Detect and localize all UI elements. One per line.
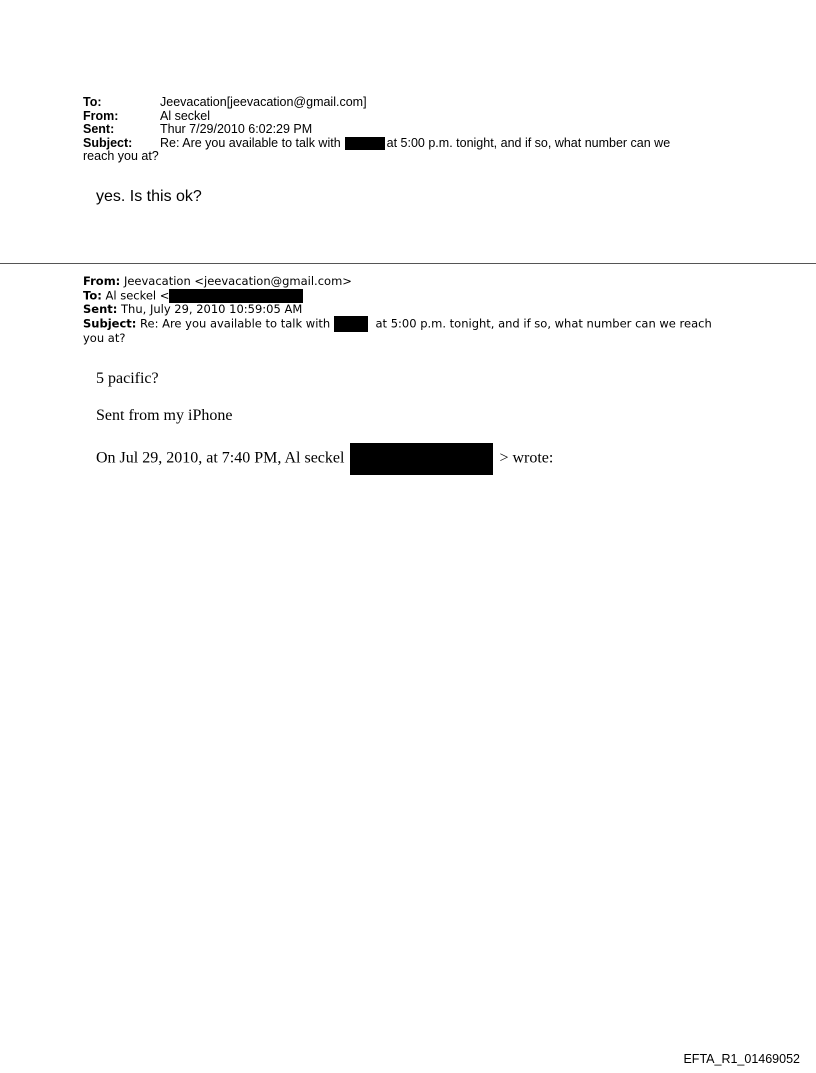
from-row	[83, 110, 733, 124]
redaction-box	[334, 316, 368, 332]
subject-label: Subject:	[83, 135, 133, 150]
from-value: Al seckel	[160, 108, 211, 123]
quoted-to-label: To:	[83, 288, 102, 302]
sent-row	[83, 123, 733, 137]
quoted-subject-text-a: Re: Are you available to talk with	[140, 316, 331, 331]
subject-text-b: at 5:00 p.m. tonight, and if so, what number can we	[386, 135, 671, 150]
document-id: EFTA_R1_01469052	[683, 1052, 800, 1066]
redaction-box	[345, 137, 385, 150]
quoted-subject-text-b: at 5:00 p.m. tonight, and if so, what number can we reach	[375, 316, 712, 331]
sent-label: Sent:	[83, 122, 115, 136]
subject-text-a: Re: Are you available to talk with	[160, 135, 341, 150]
quoted-from-row	[83, 275, 733, 289]
email-header	[83, 96, 733, 164]
from-label: From:	[83, 108, 119, 123]
attribution-text-b: > wrote:	[499, 449, 554, 467]
subject-row	[83, 137, 733, 151]
quoted-subject-label: Subject:	[83, 316, 137, 331]
body-line: 5 pacific?	[96, 370, 159, 387]
quoted-to-row	[83, 289, 733, 303]
sent-from-line: Sent from my iPhone	[96, 407, 233, 424]
quoted-from-value: Jeevacation <jeevacation@gmail.com>	[123, 274, 352, 288]
quoted-header	[83, 275, 733, 346]
redaction-box	[350, 443, 493, 475]
quoted-subject-text-c: you at?	[83, 331, 126, 345]
divider	[0, 263, 816, 264]
reply-body: yes. Is this ok?	[96, 188, 202, 205]
quoted-sent-label: Sent:	[83, 301, 118, 316]
to-row	[83, 96, 733, 110]
to-value: Jeevacation[jeevacation@gmail.com]	[160, 95, 367, 109]
sent-value: Thur 7/29/2010 6:02:29 PM	[160, 122, 313, 136]
quoted-sent-value: Thu, July 29, 2010 10:59:05 AM	[121, 301, 303, 316]
quoted-sent-row	[83, 303, 733, 317]
to-label: To:	[83, 95, 102, 109]
quoted-subject-row	[83, 316, 733, 332]
subject-text-c: reach you at?	[83, 149, 159, 163]
quoted-from-label: From:	[83, 274, 121, 288]
attribution-text-a: On Jul 29, 2010, at 7:40 PM, Al seckel	[96, 449, 345, 467]
quoted-to-value: Al seckel <	[105, 288, 170, 302]
redaction-box	[169, 289, 303, 303]
attribution-line	[96, 443, 553, 475]
